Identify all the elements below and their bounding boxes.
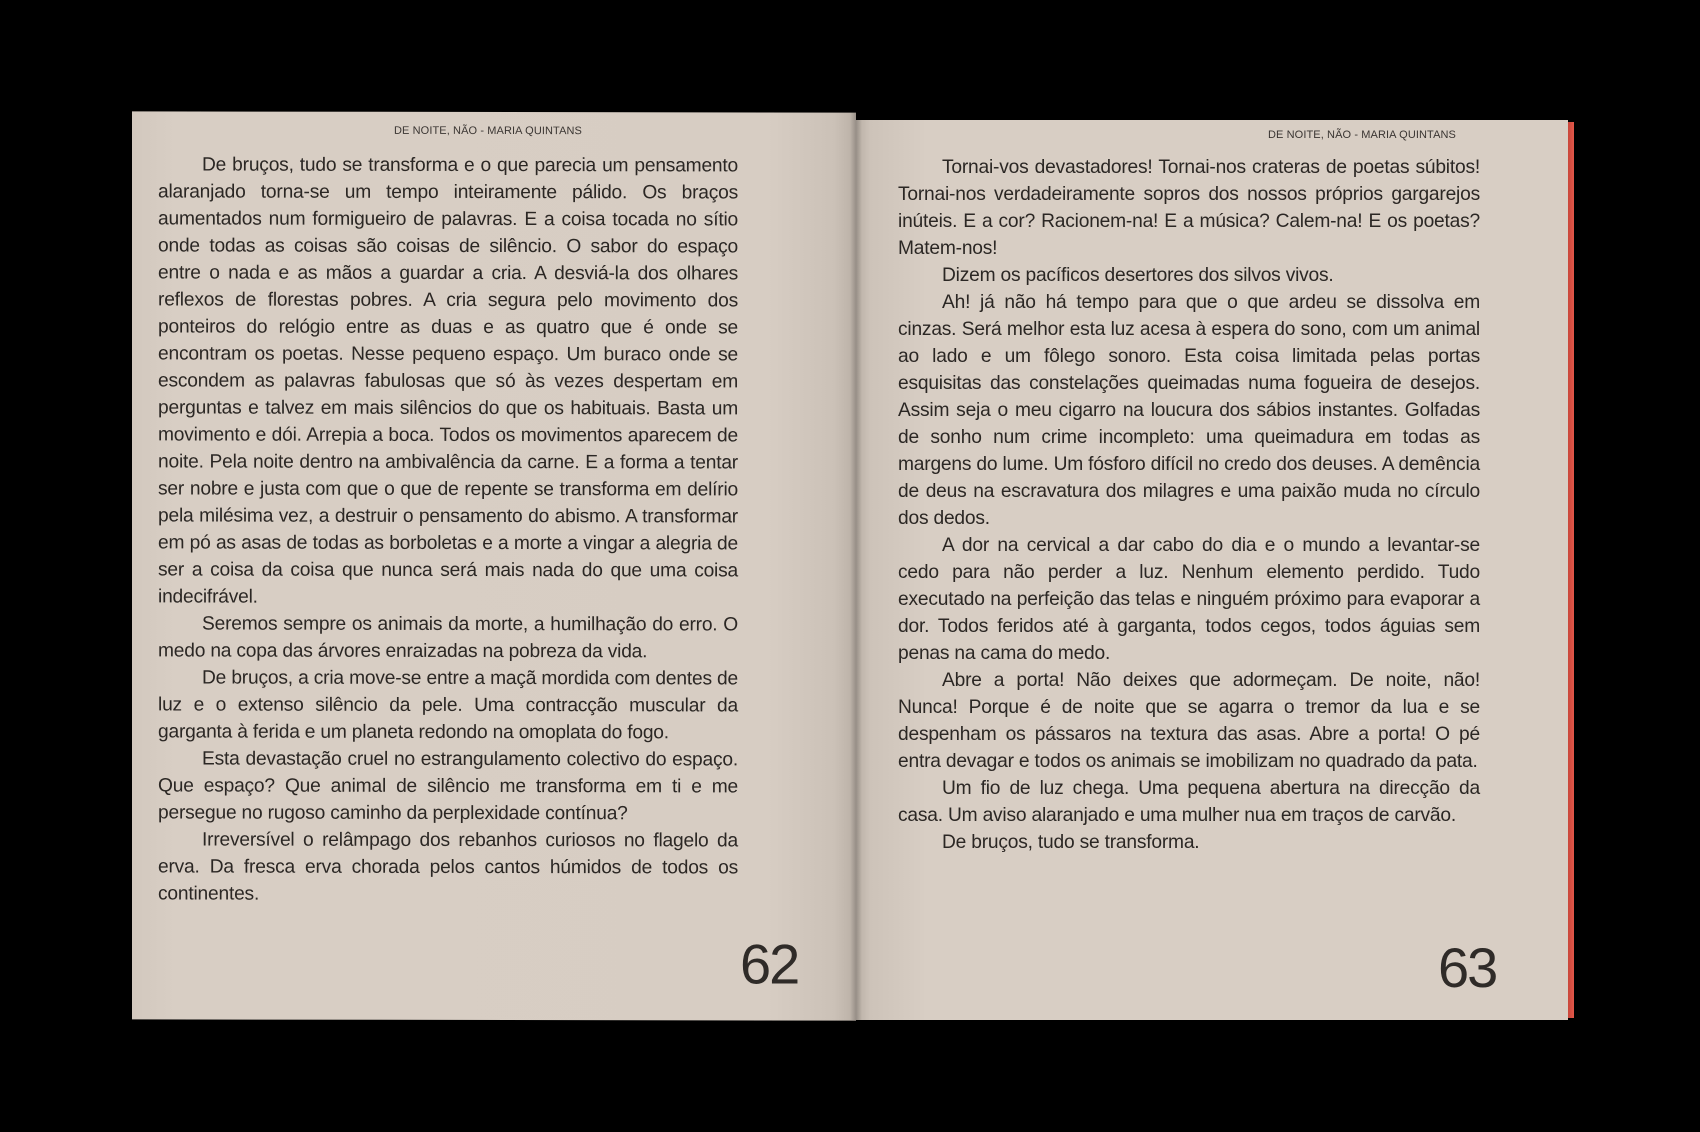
paragraph: Dizem os pacíficos desertores dos silvos vivos.	[942, 265, 1334, 286]
running-head: DE NOITE, NÃO - MARIA QUINTANS	[394, 124, 582, 138]
body-text	[898, 154, 1480, 856]
book-spread	[132, 112, 1572, 1020]
paragraph: Seremos sempre os animais da morte, a humilhação do erro. O medo na copa das árvores enraizadas na pobreza da vida.	[158, 613, 738, 663]
paragraph: Tornai-vos devastadores! Tornai-nos crateras de poetas súbitos! Tornai-nos verdadeiramente sopros dos nossos próprios gargarejos inúteis. E a cor? Racionem-na! E a música? Calem-na! E os poetas? Matem-nos!	[898, 157, 1480, 259]
paragraph: De bruços, a cria move-se entre a maçã mordida com dentes de luz e o extenso silêncio da pele. Uma contracção muscular da garganta à ferida e um planeta redondo na omoplata do fogo.	[158, 667, 738, 744]
paragraph: A dor na cervical a dar cabo do dia e o mundo a levantar-se cedo para não perder a luz. Nenhum elemento perdido. Tudo executado na perfeição das telas e ninguém próximo para evaporar a dor. Todos feridos até à garganta, todos cegos, todos águias sem penas na cama do medo.	[898, 535, 1480, 664]
paragraph: De bruços, tudo se transforma e o que parecia um pensamento alaranjado torna-se um tempo inteiramente pálido. Os braços aumentados num formigueiro de palavras. E a coisa tocada no sítio onde todas as coisas são coisas de silêncio. O sabor do espaço entre o nada e as mãos a guardar a cria. A desviá-la dos olhares reflexos de florestas pobres. A cria segura pelo movimento dos ponteiros do relógio entre as duas e as quatro que é onde se encontram os poetas. Nesse pequeno espaço. Um buraco onde se escondem as palavras fabulosas que só às vezes despertam em perguntas e talvez em mais silêncios do que os habituais. Basta um movimento e dói. Arrepia a boca. Todos os movimentos aparecem de noite. Pela noite dentro na ambivalência da carne. E a forma a tentar ser nobre e justa com que o que de repente se transforma em delírio pela milésima vez, a destruir o pensamento do abismo. A transformar em pó as asas de todas as borboletas e a morte a vingar a alegria de ser a coisa da coisa que nunca será mais nada do que uma coisa indecifrável.	[158, 154, 738, 608]
page-number: 62	[740, 932, 799, 996]
body-text	[158, 151, 738, 908]
book-spine-shadow	[850, 112, 862, 1020]
paragraph: Abre a porta! Não deixes que adormeçam. De noite, não! Nunca! Porque é de noite que se agarra o tremor da lua e se despenham os pássaros na textura das asas. Abre a porta! O pé entra devagar e todos os animais se imobilizam no quadrado da pata.	[898, 670, 1480, 772]
paragraph: Um fio de luz chega. Uma pequena abertura na direcção da casa. Um aviso alaranjado e uma mulher nua em traços de carvão.	[898, 778, 1480, 826]
red-page-edge	[1568, 122, 1574, 1018]
left-page	[132, 111, 856, 1020]
paragraph: Irreversível o relâmpago dos rebanhos curiosos no flagelo da erva. Da fresca erva chorada pelos cantos húmidos de todos os continentes.	[158, 829, 738, 905]
running-head: DE NOITE, NÃO - MARIA QUINTANS	[1268, 129, 1456, 141]
paragraph: De bruços, tudo se transforma.	[942, 832, 1200, 853]
paragraph: Ah! já não há tempo para que o que ardeu se dissolva em cinzas. Será melhor esta luz acesa à espera do sono, com um animal ao lado e um fôlego sonoro. Esta coisa limitada pelas portas esquisitas das constelações queimadas numa fogueira de desejos. Assim seja o meu cigarro na loucura dos sábios instantes. Golfadas de sonho num crime incompleto: uma queimadura em todas as margens do lume. Um fósforo difícil no credo dos deuses. A demência de deus na escravatura dos milagres e uma paixão muda no círculo dos dedos.	[898, 292, 1480, 529]
right-page	[856, 120, 1568, 1020]
paragraph: Esta devastação cruel no estrangulamento colectivo do espaço. Que espaço? Que animal de silêncio me transforma em ti e me persegue no rugoso caminho da perplexidade contínua?	[158, 748, 738, 825]
page-number: 63	[1438, 936, 1497, 999]
